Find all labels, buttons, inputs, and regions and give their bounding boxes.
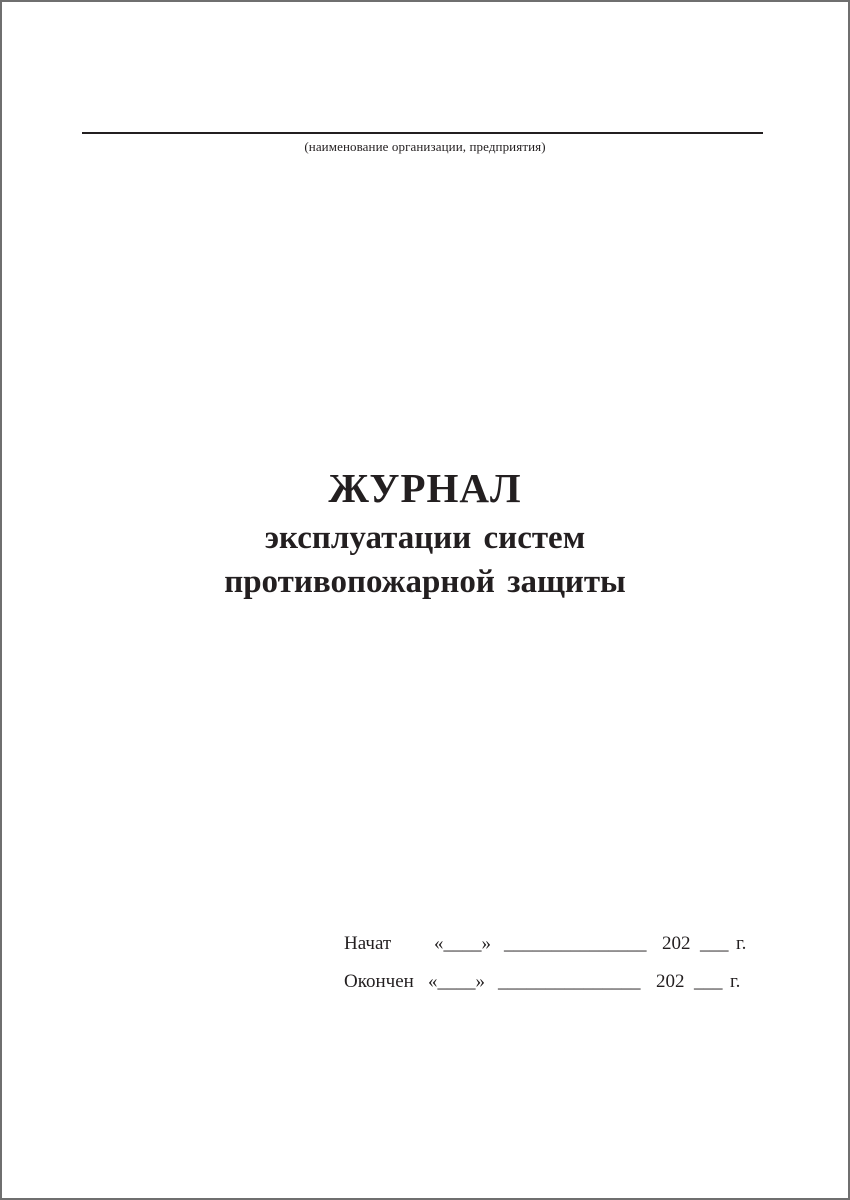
end-date-label: Окончен xyxy=(344,971,414,992)
end-year-suffix: г. xyxy=(730,971,741,992)
end-date-row xyxy=(344,968,746,1006)
start-date-label: Начат xyxy=(344,933,392,954)
document-title: ЖУРНАЛ xyxy=(328,465,522,511)
organization-caption: (наименование организации, предприятия) xyxy=(304,139,546,154)
document-subtitle-line-2: противопожарной защиты xyxy=(224,564,626,600)
end-year-blank: ___ xyxy=(694,971,723,992)
end-month-blank: _______________ xyxy=(498,971,641,992)
document-subtitle-line-1: эксплуатации систем xyxy=(264,520,586,556)
start-year-blank: ___ xyxy=(700,933,729,954)
organization-name-line xyxy=(82,132,763,134)
start-day-blank: «____» xyxy=(434,933,491,954)
start-month-blank: _______________ xyxy=(504,933,647,954)
end-day-blank: «____» xyxy=(428,971,485,992)
journal-dates xyxy=(344,930,746,1006)
start-year-prefix: 202 xyxy=(662,933,691,954)
end-year-prefix: 202 xyxy=(656,971,685,992)
title-block xyxy=(2,460,848,604)
start-date-row xyxy=(344,930,746,968)
start-year-suffix: г. xyxy=(736,933,747,954)
